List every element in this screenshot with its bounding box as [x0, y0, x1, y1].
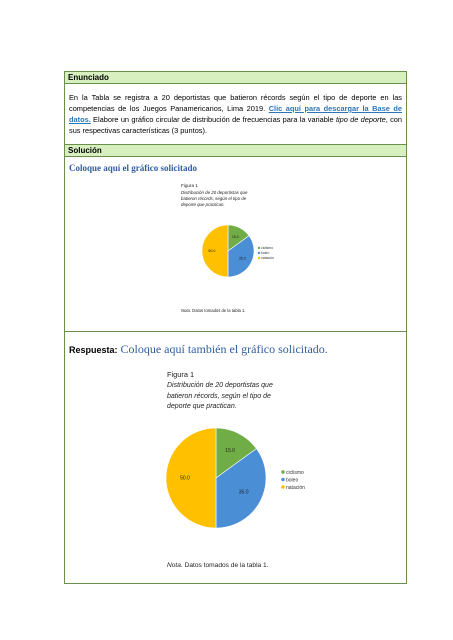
respuesta-heading: [69, 342, 328, 357]
figure-large-note-label: Nota.: [167, 562, 183, 569]
document-table: [64, 71, 407, 584]
respuesta-section: [65, 332, 406, 583]
solucion-header: Solución: [65, 145, 406, 157]
figure-small-note-label: Nota.: [181, 308, 192, 313]
enunciado-text-3: , con sus respectivas características (3 puntos).: [69, 115, 402, 135]
figure-large-title-line-2: batieron récords, según el tipo de: [167, 392, 271, 400]
solucion-section: [65, 157, 406, 332]
pie-chart-small: [180, 211, 276, 289]
figure-small-title: [181, 190, 276, 208]
pie-data-label-natación: 50.0: [208, 249, 216, 254]
figure-large-title-line-3: deporte que practican.: [167, 403, 237, 410]
figure-small-title-line-1: Distribución de 20 deportistas que: [181, 190, 248, 195]
figure-small-title-line-3: deporte que practican.: [181, 202, 225, 207]
legend-label-boleo: boleo: [286, 477, 299, 484]
legend-marker-ciclismo: [258, 247, 260, 249]
figure-large-note: [167, 562, 269, 569]
figure-small-note: [181, 308, 246, 313]
respuesta-label: Respuesta:: [69, 345, 118, 355]
legend-marker-ciclismo: [281, 470, 285, 474]
figure-small-title-line-2: batieron récords, según el tipo de: [181, 196, 247, 201]
pie-data-label-ciclismo: 15.0: [231, 234, 239, 239]
enunciado-variable: tipo de deporte: [335, 115, 386, 124]
legend-marker-natación: [258, 257, 260, 259]
figure-small: [180, 183, 276, 323]
legend-label-natación: natación: [286, 484, 305, 491]
enunciado-text-2: Elabore un gráfico circular de distribución de frecuencias para la variable: [90, 115, 336, 124]
respuesta-title: Coloque aquí también el gráfico solicitado.: [117, 342, 328, 356]
legend-marker-boleo: [258, 252, 260, 254]
legend-label-ciclismo: ciclismo: [286, 469, 304, 476]
pie-data-label-ciclismo: 15.0: [225, 448, 235, 455]
solucion-title: Coloque aquí el gráfico solicitado: [69, 163, 197, 173]
pie-data-label-boleo: 35.0: [238, 256, 246, 261]
figure-large-title-line-1: Distribución de 20 deportistas que: [167, 382, 273, 389]
figure-large-label: Figura 1: [167, 370, 195, 379]
enunciado-text-1: En la Tabla se registra a 20 deportistas que batieron récords según el tipo de deporte en las competencias de los Juegos Panamericanos, Lima 2019.: [69, 93, 402, 113]
figure-large-note-text: Datos tomados de la tabla 1.: [182, 562, 269, 569]
legend-label-boleo: boleo: [261, 251, 270, 256]
enunciado-text: [65, 84, 406, 145]
figure-small-note-text: Datos tomados de la tabla 1.: [191, 308, 246, 313]
legend-marker-boleo: [281, 478, 285, 482]
pie-data-label-boleo: 35.0: [238, 489, 249, 496]
figure-large-title: [167, 381, 309, 413]
legend-marker-natación: [281, 485, 285, 489]
legend-label-ciclismo: ciclismo: [261, 246, 274, 251]
pie-data-label-natación: 50.0: [180, 475, 190, 482]
legend-label-natación: natación: [261, 256, 274, 261]
pie-chart-large: [165, 416, 309, 536]
pie-slice-natación: [166, 428, 216, 528]
enunciado-header: Enunciado: [65, 72, 406, 84]
download-database-link[interactable]: Clic aquí para descargar la Base de datos.: [69, 104, 402, 124]
figure-large: [165, 370, 309, 575]
figure-small-label: Figura 1: [181, 183, 198, 188]
